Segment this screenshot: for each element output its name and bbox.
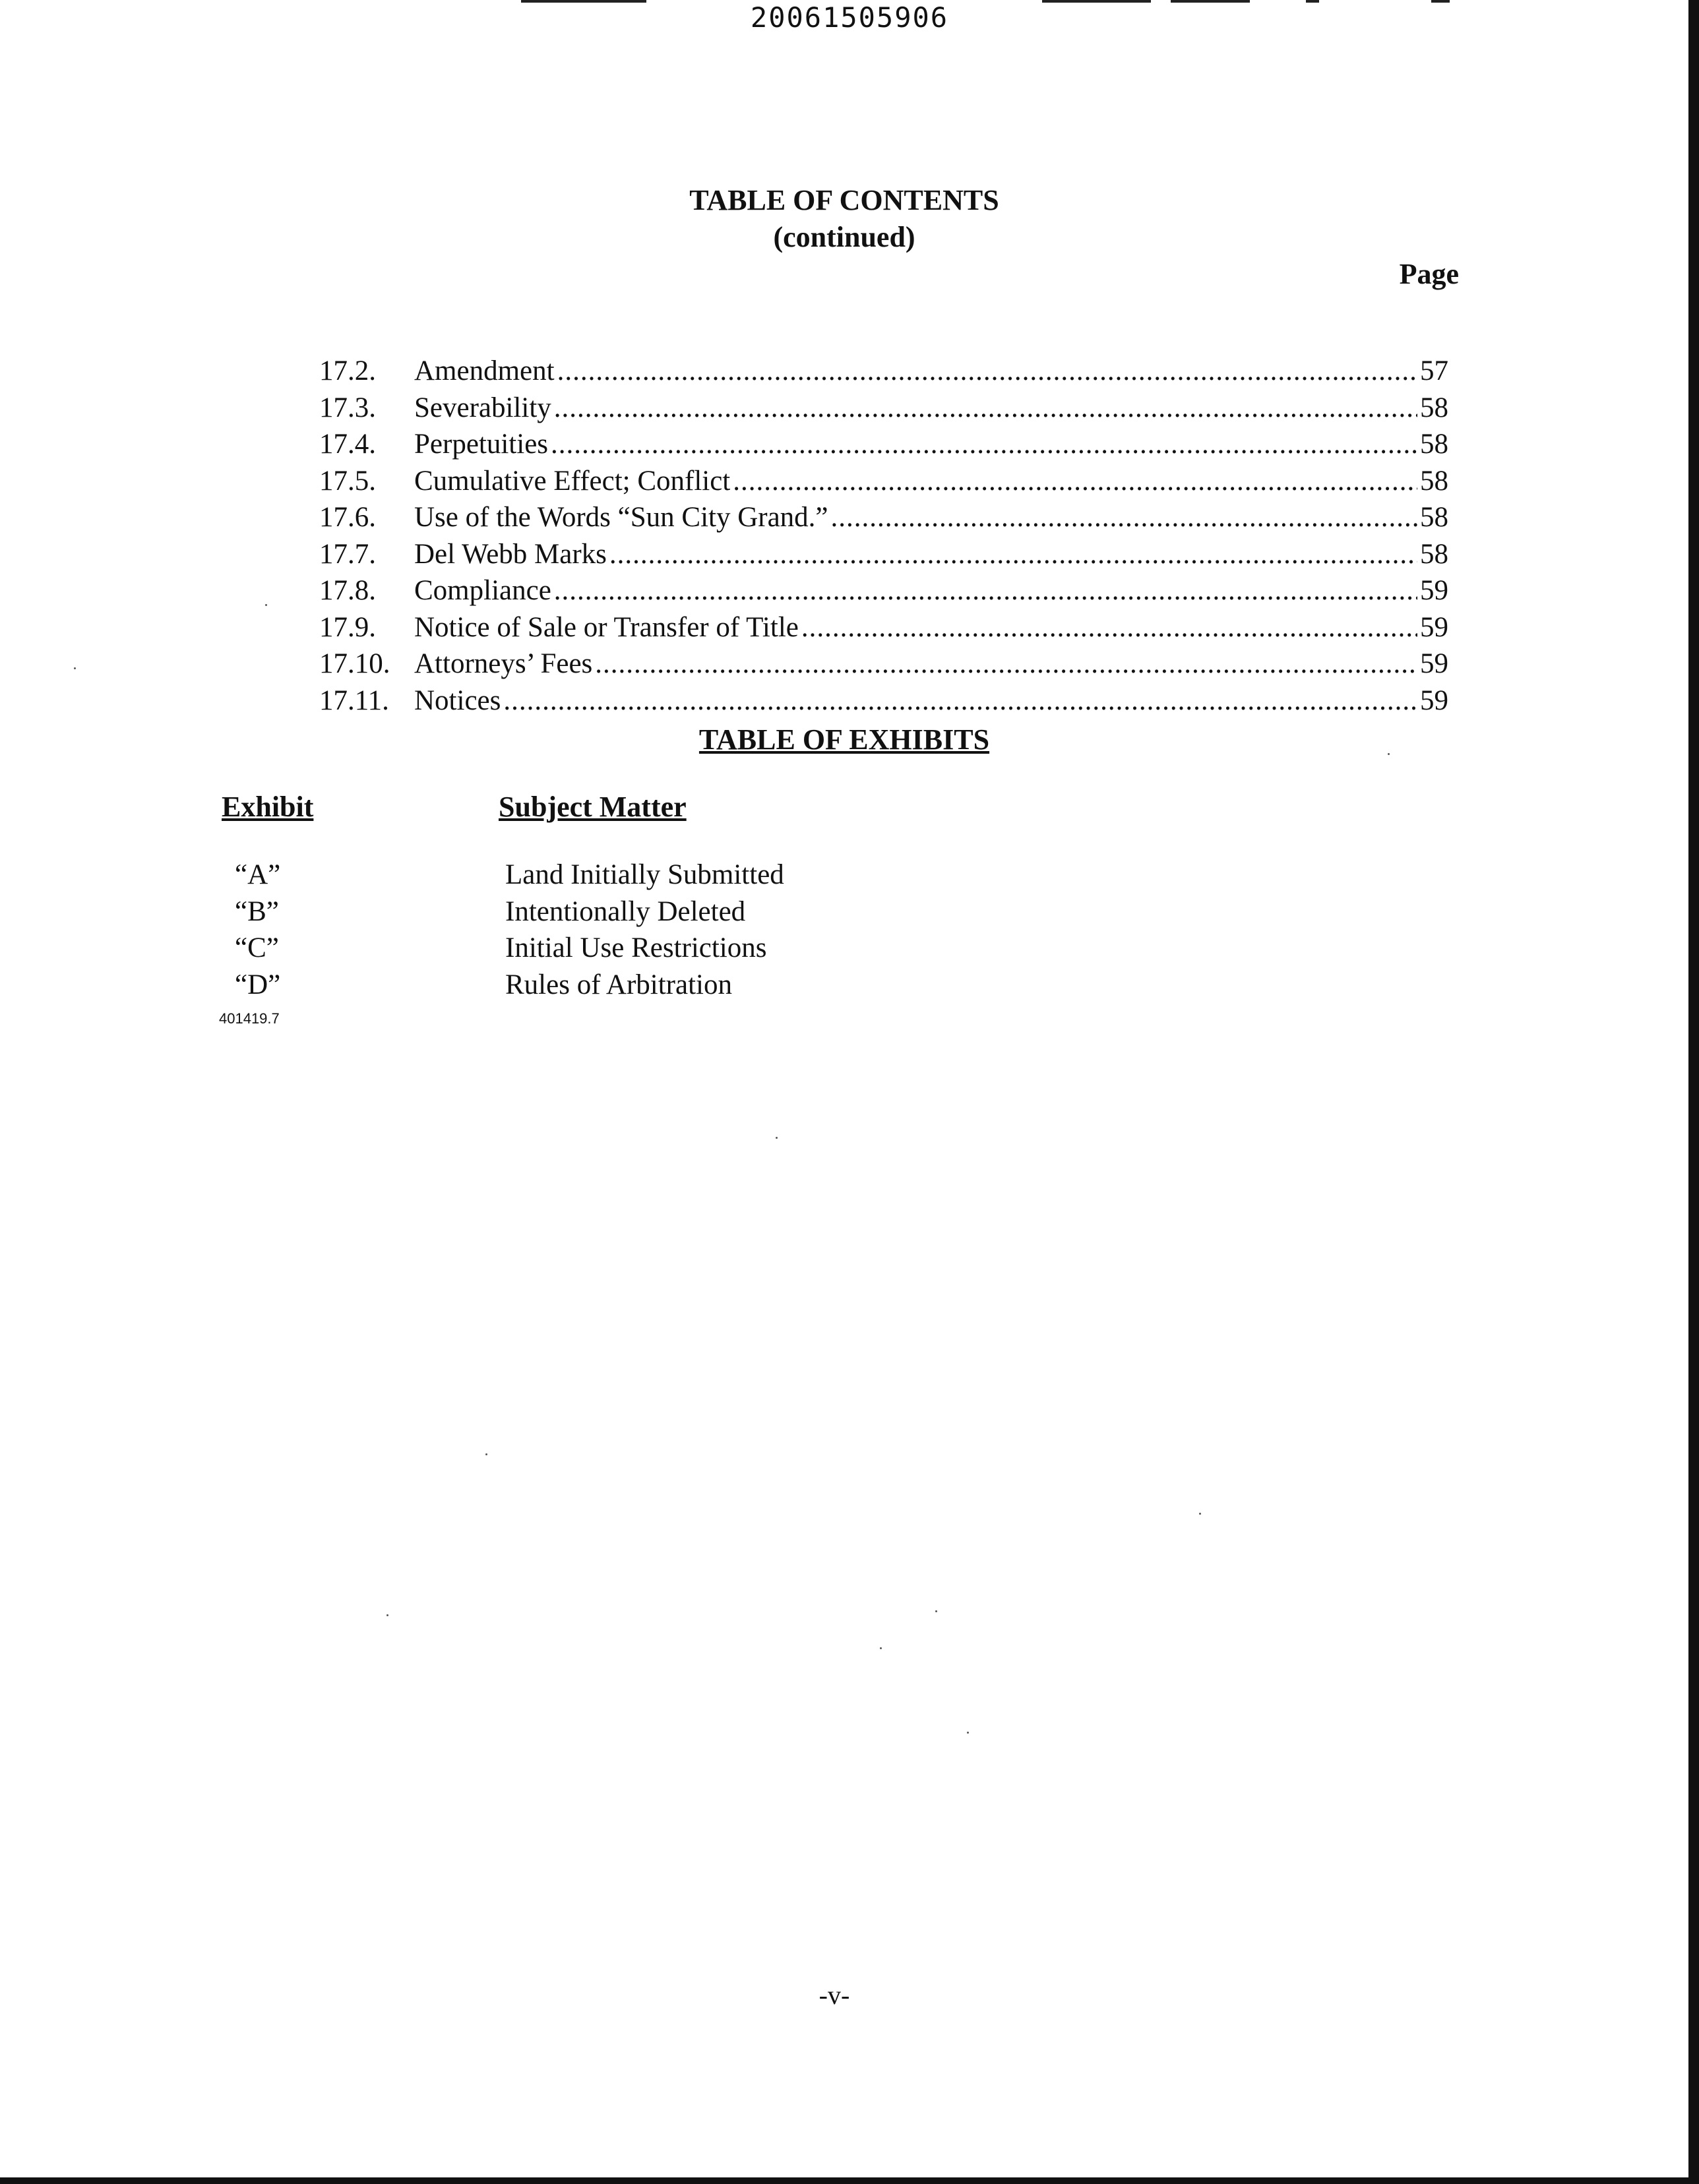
toc-entry-title: Notice of Sale or Transfer of Title <box>414 611 799 643</box>
scan-speck <box>935 1610 937 1612</box>
scan-border-right <box>1688 0 1699 2184</box>
exhibit-row <box>0 969 1688 1006</box>
toc-entry-number: 17.11. <box>319 684 389 716</box>
page-column-label: Page <box>1399 258 1459 290</box>
toc-entry-number: 17.8. <box>319 575 376 606</box>
scan-speck <box>1388 753 1390 755</box>
toc-dot-leader <box>551 428 1417 460</box>
toc-entry-title: Compliance <box>414 575 551 606</box>
toc-list <box>319 355 1448 721</box>
toc-entry-title: Del Webb Marks <box>414 538 607 570</box>
scan-speck <box>880 1647 882 1649</box>
toc-entry <box>319 501 1448 538</box>
toc-entry <box>319 355 1448 392</box>
toc-entry-page: 58 <box>1420 465 1448 497</box>
exhibits-title: TABLE OF EXHIBITS <box>698 723 990 756</box>
exhibit-letter: “D” <box>235 969 281 1000</box>
toc-dot-leader <box>554 392 1417 424</box>
toc-entry-title: Severability <box>414 392 551 423</box>
toc-dot-leader <box>609 538 1417 570</box>
toc-dot-leader <box>503 684 1417 717</box>
scan-speck <box>1199 1513 1201 1515</box>
toc-entry <box>319 684 1448 721</box>
toc-entry-page: 58 <box>1420 538 1448 570</box>
toc-dot-leader <box>557 355 1417 387</box>
toc-entry-page: 59 <box>1420 575 1448 606</box>
toc-entry-number: 17.3. <box>319 392 376 423</box>
toc-entry-number: 17.10. <box>319 648 390 679</box>
toc-entry <box>319 428 1448 465</box>
toc-entry-number: 17.9. <box>319 611 376 643</box>
toc-entry <box>319 574 1448 611</box>
scan-speck <box>265 604 267 606</box>
toc-entry-number: 17.6. <box>319 502 376 533</box>
toc-dot-leader <box>554 574 1417 607</box>
toc-entry-page: 59 <box>1420 684 1448 716</box>
toc-entry-page: 59 <box>1420 611 1448 643</box>
scan-speck <box>776 1137 778 1139</box>
toc-dot-leader <box>595 648 1417 680</box>
toc-entry-title: Cumulative Effect; Conflict <box>414 465 731 497</box>
exhibit-row <box>0 895 1688 932</box>
document-number: 20061505906 <box>750 1 949 34</box>
scan-speck <box>386 1614 388 1616</box>
toc-entry-number: 17.7. <box>319 538 376 570</box>
exhibit-subject: Rules of Arbitration <box>505 969 732 1000</box>
exhibit-letter: “B” <box>235 895 279 927</box>
exhibit-row <box>0 932 1688 969</box>
subject-column-header: Subject Matter <box>499 791 687 823</box>
toc-entry-title: Perpetuities <box>414 429 549 460</box>
exhibit-letter: “C” <box>235 932 279 963</box>
toc-entry-page: 58 <box>1420 429 1448 460</box>
toc-entry-title: Use of the Words “Sun City Grand.” <box>414 502 828 533</box>
footer-page-number: -v- <box>819 1980 850 2010</box>
toc-entry <box>319 392 1448 429</box>
scan-speck <box>74 667 76 669</box>
exhibit-row <box>0 859 1688 895</box>
exhibit-list <box>0 859 1688 1005</box>
exhibit-subject: Intentionally Deleted <box>505 895 746 927</box>
toc-dot-leader <box>831 501 1417 533</box>
toc-entry <box>319 465 1448 502</box>
exhibit-subject: Land Initially Submitted <box>505 859 784 890</box>
scan-speck <box>485 1453 487 1455</box>
toc-entry-title: Amendment <box>414 355 555 386</box>
exhibit-column-header: Exhibit <box>222 791 314 823</box>
toc-entry-number: 17.5. <box>319 465 376 497</box>
exhibit-letter: “A” <box>235 859 281 890</box>
toc-entry-page: 59 <box>1420 648 1448 679</box>
toc-dot-leader <box>733 465 1417 497</box>
toc-entry-page: 58 <box>1420 502 1448 533</box>
toc-entry-number: 17.4. <box>319 429 376 460</box>
toc-entry-title: Attorneys’ Fees <box>414 648 593 679</box>
toc-subtitle: (continued) <box>773 221 915 253</box>
toc-entry <box>319 611 1448 648</box>
toc-entry-page: 58 <box>1420 392 1448 423</box>
toc-entry-page: 57 <box>1420 355 1448 386</box>
toc-entry-number: 17.2. <box>319 355 376 386</box>
toc-dot-leader <box>801 611 1417 644</box>
scan-speck <box>967 1732 969 1734</box>
toc-title: TABLE OF CONTENTS <box>689 184 999 216</box>
exhibit-subject: Initial Use Restrictions <box>505 932 767 963</box>
toc-entry <box>319 538 1448 575</box>
toc-entry-title: Notices <box>414 684 501 716</box>
scan-border-bottom <box>0 2177 1699 2184</box>
toc-entry <box>319 648 1448 684</box>
file-code: 401419.7 <box>219 1010 280 1027</box>
